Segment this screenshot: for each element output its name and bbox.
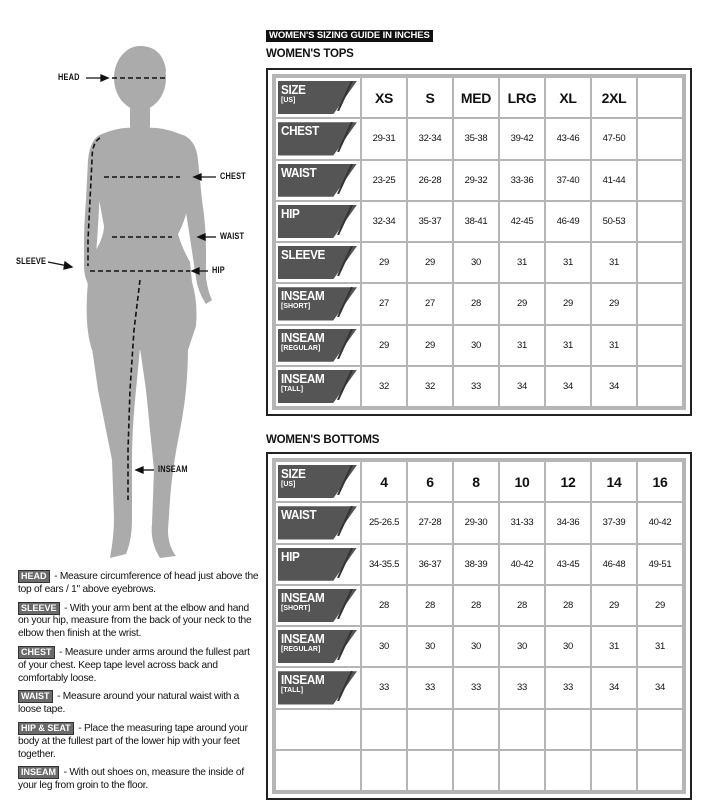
row-label-text: INSEAM <box>281 631 325 646</box>
row-label <box>276 161 360 200</box>
measurement-cell <box>638 326 682 365</box>
figure-label-chest: CHEST <box>220 171 246 181</box>
row-label-text: WAIST <box>281 507 317 523</box>
measurement-cell <box>362 751 406 790</box>
bottoms-table-frame <box>272 458 686 794</box>
measurement-cell: 31 <box>500 326 544 365</box>
measurement-cell: 34 <box>592 367 636 406</box>
row-label <box>276 78 360 117</box>
bottoms-size-table <box>266 452 692 800</box>
measurement-cell: 37-40 <box>546 161 590 200</box>
figure-label-sleeve: SLEEVE <box>16 256 47 266</box>
instruction-text: - With your arm bent at the elbow and hand on your hip, measure from the back of your neck to the elbow then finish at the wrist. <box>18 602 252 640</box>
instruction-text: - Measure around your natural waist with a loose tape. <box>18 691 240 716</box>
measurement-cell: 32-34 <box>408 119 452 158</box>
instruction-text: - Measure under arms around the fullest part of your chest. Keep tape level across back and comfortably loose. <box>18 646 250 684</box>
measurement-cell <box>362 710 406 749</box>
instruction-tag: CHEST <box>18 646 55 659</box>
size-header-cell: 4 <box>362 462 406 501</box>
row-label-text: SLEEVE <box>281 247 326 262</box>
tops-grid <box>276 78 682 406</box>
row-label <box>276 243 360 282</box>
row-label <box>276 710 360 749</box>
figure-label-waist: WAIST <box>220 231 245 241</box>
measurement-cell: 33 <box>454 668 498 707</box>
row-label <box>276 627 360 666</box>
row-label <box>276 284 360 323</box>
row-label-text: INSEAM <box>281 672 325 688</box>
measurement-cell <box>500 710 544 749</box>
measurement-cell: 42-45 <box>500 202 544 241</box>
body-measurement-figure <box>0 30 262 570</box>
measurement-cell <box>408 710 452 749</box>
measurement-cell: 30 <box>408 627 452 666</box>
measurement-cell <box>638 161 682 200</box>
row-label-text: INSEAM <box>281 589 325 605</box>
measurement-cell <box>638 119 682 158</box>
measurement-cell: 29 <box>592 284 636 323</box>
measurement-cell: 38-41 <box>454 202 498 241</box>
row-label-text: HIP <box>281 548 300 564</box>
slash-accent <box>334 287 354 317</box>
measurement-cell: 28 <box>454 586 498 625</box>
row-label-subtext: [REGULAR] <box>281 646 321 653</box>
measurement-cell: 31 <box>500 243 544 282</box>
measurement-cell: 33 <box>500 668 544 707</box>
measurement-cell: 30 <box>500 627 544 666</box>
bottoms-grid <box>276 462 682 790</box>
measurement-cell <box>546 710 590 749</box>
measuring-instructions <box>18 570 260 798</box>
instruction-chest <box>18 646 260 685</box>
row-label-subtext: [REGULAR] <box>281 344 321 352</box>
measurement-cell: 23-25 <box>362 161 406 200</box>
measurement-cell: 28 <box>546 586 590 625</box>
measurement-cell: 34-35.5 <box>362 545 406 584</box>
measurement-cell: 31 <box>546 243 590 282</box>
measurement-cell: 31 <box>592 243 636 282</box>
measurement-cell: 47-50 <box>592 119 636 158</box>
size-header-cell: XL <box>546 78 590 117</box>
measurement-cell: 34 <box>592 668 636 707</box>
measurement-cell: 30 <box>454 243 498 282</box>
measurement-cell: 34-36 <box>546 503 590 542</box>
woman-silhouette-illustration <box>0 30 262 570</box>
slash-accent <box>334 329 354 359</box>
row-label-text: INSEAM <box>281 329 325 345</box>
slash-accent <box>334 589 354 619</box>
tops-size-table <box>266 68 692 416</box>
slash-accent <box>334 630 354 660</box>
row-label <box>276 503 360 542</box>
measurement-cell: 28 <box>500 586 544 625</box>
figure-label-inseam: INSEAM <box>158 464 188 474</box>
slash-accent <box>334 671 354 701</box>
measurement-cell: 40-42 <box>500 545 544 584</box>
size-header-cell: 6 <box>408 462 452 501</box>
instruction-head <box>18 570 260 597</box>
row-label-subtext: [US] <box>281 97 296 104</box>
size-header-cell: 10 <box>500 462 544 501</box>
row-label <box>276 545 360 584</box>
measurement-cell <box>546 751 590 790</box>
measurement-cell: 33 <box>546 668 590 707</box>
measurement-cell: 28 <box>408 586 452 625</box>
measurement-cell: 31 <box>592 627 636 666</box>
measurement-cell: 29 <box>362 243 406 282</box>
row-label-text: HIP <box>281 205 300 221</box>
row-label-text: CHEST <box>281 123 319 139</box>
measurement-cell: 25-26.5 <box>362 503 406 542</box>
measurement-cell: 39-42 <box>500 119 544 158</box>
instruction-text: - Place the measuring tape around your body at the fullest part of the lower hip with your feet together. <box>18 722 248 760</box>
measurement-cell: 33 <box>408 668 452 707</box>
measurement-cell: 33 <box>454 367 498 406</box>
size-header-cell: LRG <box>500 78 544 117</box>
size-header-cell: 16 <box>638 462 682 501</box>
row-label-text: WAIST <box>281 164 317 180</box>
row-label <box>276 367 360 406</box>
measurement-cell: 30 <box>362 627 406 666</box>
measurement-cell <box>592 751 636 790</box>
row-label-subtext: [TALL] <box>281 385 304 393</box>
measurement-cell: 28 <box>454 284 498 323</box>
instruction-tag: SLEEVE <box>18 602 60 615</box>
measurement-cell <box>638 202 682 241</box>
measurement-cell: 27-28 <box>408 503 452 542</box>
row-label <box>276 202 360 241</box>
instruction-inseam <box>18 766 260 793</box>
slash-accent <box>334 164 354 194</box>
measurement-cell <box>454 751 498 790</box>
measurement-cell: 46-48 <box>592 545 636 584</box>
instruction-text: - With out shoes on, measure the inside of your leg from groin to the floor. <box>18 767 244 792</box>
measurement-cell: 29 <box>592 586 636 625</box>
row-label <box>276 326 360 365</box>
measurement-cell: 49-51 <box>638 545 682 584</box>
size-header-cell: 8 <box>454 462 498 501</box>
measurement-cell: 43-46 <box>546 119 590 158</box>
row-label-text: INSEAM <box>281 288 325 304</box>
measurement-cell: 29 <box>638 586 682 625</box>
size-header-cell: MED <box>454 78 498 117</box>
row-label <box>276 462 360 501</box>
measurement-cell: 29-31 <box>362 119 406 158</box>
measurement-cell: 31-33 <box>500 503 544 542</box>
size-header-cell: XS <box>362 78 406 117</box>
measurement-cell: 29-30 <box>454 503 498 542</box>
measurement-cell: 29 <box>500 284 544 323</box>
size-header-cell: 12 <box>546 462 590 501</box>
size-header-cell: S <box>408 78 452 117</box>
tops-section-title: WOMEN'S TOPS <box>266 48 354 60</box>
slash-accent <box>334 246 354 276</box>
measurement-cell <box>500 751 544 790</box>
measurement-cell: 31 <box>638 627 682 666</box>
measurement-cell: 34 <box>638 668 682 707</box>
instruction-tag: HIP & SEAT <box>18 722 74 735</box>
measurement-cell: 34 <box>500 367 544 406</box>
measurement-cell: 38-39 <box>454 545 498 584</box>
measurement-cell: 26-28 <box>408 161 452 200</box>
instruction-tag: WAIST <box>18 690 53 703</box>
row-label <box>276 586 360 625</box>
measurement-cell: 33-36 <box>500 161 544 200</box>
page-title: WOMEN'S SIZING GUIDE IN INCHES <box>266 30 433 42</box>
measurement-cell: 50-53 <box>592 202 636 241</box>
measurement-cell: 32 <box>362 367 406 406</box>
row-label-text: SIZE <box>281 82 306 97</box>
bottoms-section-title: WOMEN'S BOTTOMS <box>266 434 380 446</box>
size-header-cell <box>638 78 682 117</box>
measurement-cell: 29 <box>408 243 452 282</box>
instruction-tag: HEAD <box>18 570 50 583</box>
measurement-cell: 41-44 <box>592 161 636 200</box>
measurement-cell: 29 <box>408 326 452 365</box>
slash-accent <box>334 465 354 495</box>
measurement-cell: 33 <box>362 668 406 707</box>
measurement-cell: 35-37 <box>408 202 452 241</box>
row-label <box>276 119 360 158</box>
measurement-cell <box>408 751 452 790</box>
measurement-cell: 37-39 <box>592 503 636 542</box>
measurement-cell <box>592 710 636 749</box>
measurement-cell: 30 <box>454 326 498 365</box>
measurement-cell: 30 <box>454 627 498 666</box>
measurement-cell <box>638 243 682 282</box>
measurement-cell <box>638 284 682 323</box>
measurement-cell: 36-37 <box>408 545 452 584</box>
measurement-cell <box>638 710 682 749</box>
slash-accent <box>334 81 354 111</box>
measurement-cell: 28 <box>362 586 406 625</box>
measurement-cell: 30 <box>546 627 590 666</box>
instruction-tag: INSEAM <box>18 766 59 779</box>
measurement-cell <box>638 367 682 406</box>
row-label <box>276 751 360 790</box>
measurement-cell: 29 <box>362 326 406 365</box>
row-label-text: INSEAM <box>281 370 325 386</box>
measurement-cell: 29 <box>546 284 590 323</box>
figure-label-head: HEAD <box>58 72 80 82</box>
measurement-cell: 32 <box>408 367 452 406</box>
measurement-cell: 43-45 <box>546 545 590 584</box>
size-header-cell: 14 <box>592 462 636 501</box>
measurement-cell: 31 <box>592 326 636 365</box>
figure-label-hip: HIP <box>212 265 225 275</box>
measurement-cell: 46-49 <box>546 202 590 241</box>
row-label-text: SIZE <box>281 466 306 481</box>
measurement-cell: 27 <box>408 284 452 323</box>
instruction-sleeve <box>18 602 260 641</box>
slash-accent <box>334 548 354 578</box>
measurement-cell: 40-42 <box>638 503 682 542</box>
measurement-cell <box>454 710 498 749</box>
measurement-cell: 31 <box>546 326 590 365</box>
instruction-waist <box>18 690 260 717</box>
measurement-cell: 35-38 <box>454 119 498 158</box>
row-label-subtext: [US] <box>281 481 296 488</box>
row-label-subtext: [SHORT] <box>281 604 311 612</box>
size-header-cell: 2XL <box>592 78 636 117</box>
instruction-hip-seat <box>18 722 260 761</box>
row-label-subtext: [TALL] <box>281 687 304 695</box>
instruction-text: - Measure circumference of head just above the top of ears / 1" above eyebrows. <box>18 571 259 595</box>
slash-accent <box>334 122 354 152</box>
slash-accent <box>334 506 354 536</box>
measurement-cell: 32-34 <box>362 202 406 241</box>
measurement-cell <box>638 751 682 790</box>
measurement-cell: 34 <box>546 367 590 406</box>
slash-accent <box>334 370 354 400</box>
measurement-cell: 27 <box>362 284 406 323</box>
measurement-cell: 29-32 <box>454 161 498 200</box>
row-label <box>276 668 360 707</box>
slash-accent <box>334 205 354 235</box>
row-label-subtext: [SHORT] <box>281 303 311 311</box>
tops-table-frame <box>272 74 686 410</box>
